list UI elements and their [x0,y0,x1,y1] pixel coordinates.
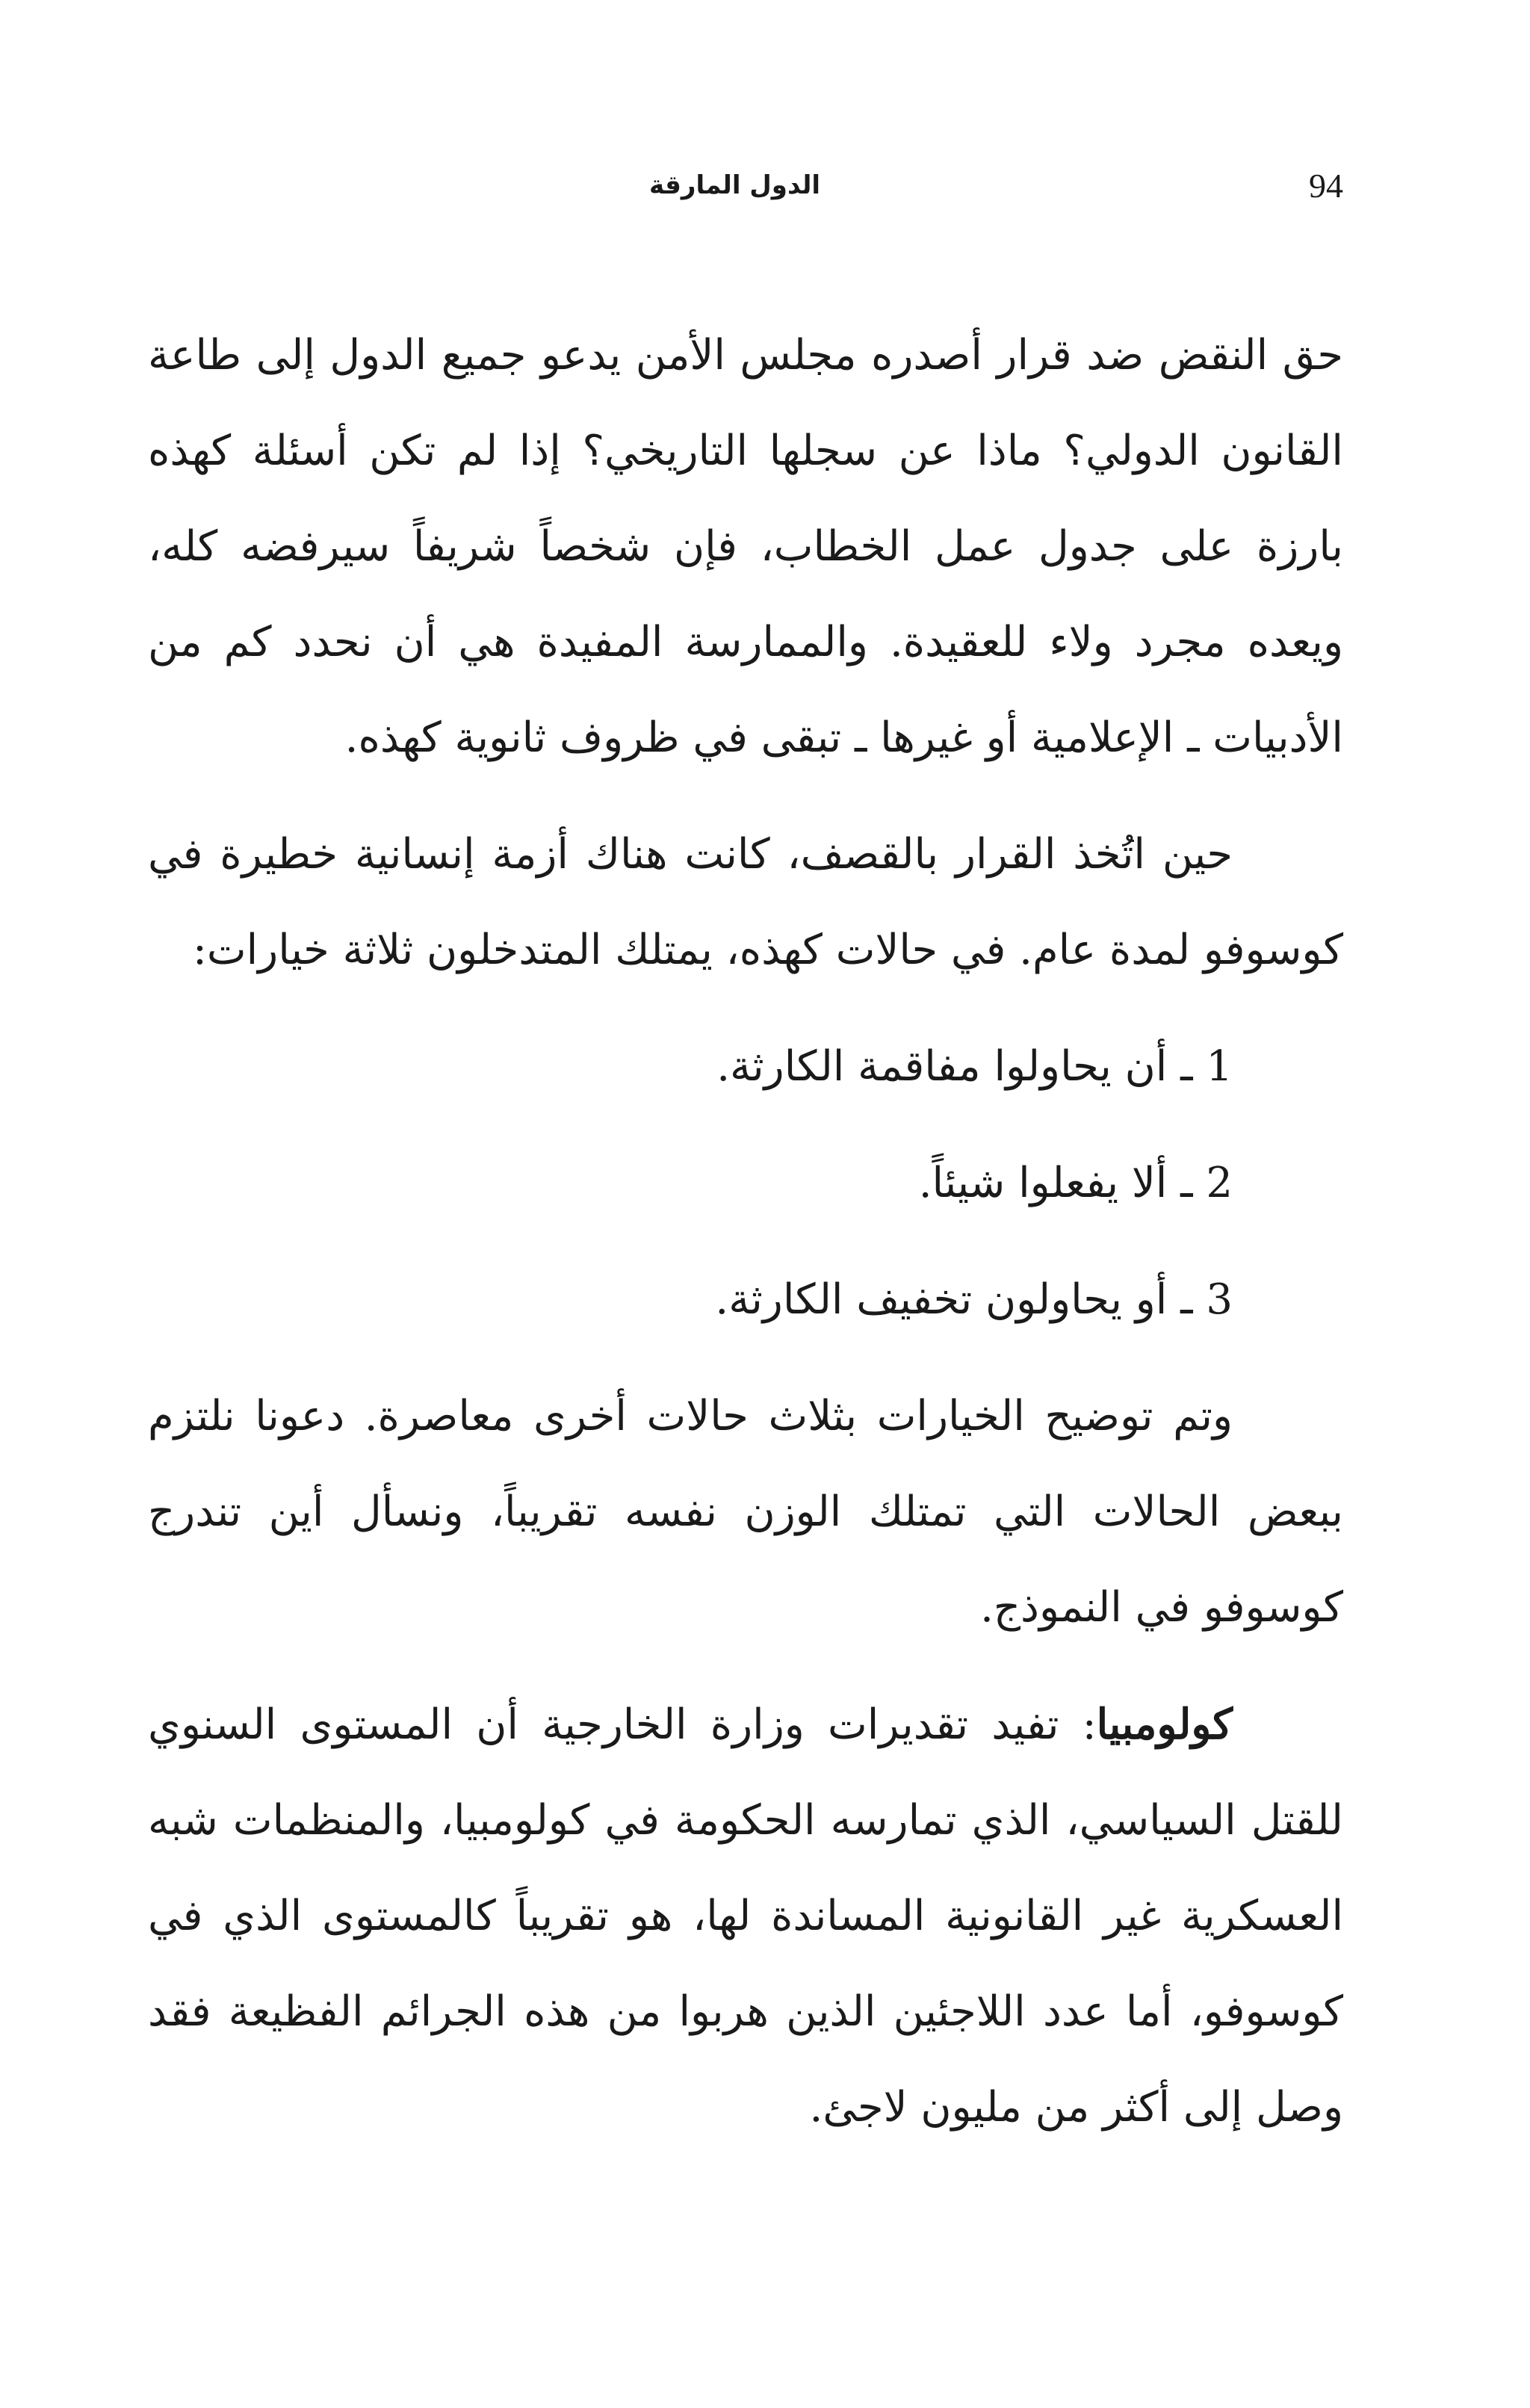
running-title: الدول المارقة [649,170,820,200]
body-text [148,308,1343,2155]
page-header [148,166,1343,218]
paragraph-3: وتم توضيح الخيارات بثلاث حالات أخرى معاصرة. دعونا نلتزم ببعض الحالات التي تمتلك الوزن نفسه تقريباً، ونسأل أين تندرج كوسوفو في النموذج. [148,1392,1343,1632]
paragraph-spacer [148,1348,1343,1369]
paragraph-1: حق النقض ضد قرار أصدره مجلس الأمن يدعو جميع الدول إلى طاعة القانون الدولي؟ ماذا عن سجلها التاريخي؟ إذا لم تكن أسئلة كهذه بارزة على جدول عمل الخطاب، فإن شخصاً شريفاً سيرفضه كله، ويعده مجرد ولاء للعقيدة. والممارسة المفيدة هي أن نحدد كم من الأدبيات ـ الإعلامية أو غيرها ـ تبقى في ظروف ثانوية كهذه. [148,331,1343,762]
list-item-2: 2 ـ ألا يفعلوا شيئاً. [918,1159,1233,1207]
paragraph-spacer [148,998,1343,1019]
page-number: 94 [1309,167,1343,205]
paragraph-spacer [148,786,1343,807]
list-item-1: 1 ـ أن يحاولوا مفاقمة الكارثة. [716,1042,1233,1091]
paragraph-4-text: : تفيد تقديرات وزارة الخارجية أن المستوى السنوي للقتل السياسي، الذي تمارسه الحكومة في كولومبيا، والمنظمات شبه العسكرية غير القانونية المساندة لها، هو تقريباً كالمستوى الذي في كوسوفو، أما عدد اللاجئين الذين هربوا من هذه الجرائم الفظيعة فقد وصل إلى أكثر من مليون لاجئ. [148,1700,1344,2132]
paragraph-2: حين اتُخذ القرار بالقصف، كانت هناك أزمة إنسانية خطيرة في كوسوفو لمدة عام. في حالات كهذه، يمتلك المتدخلون ثلاثة خيارات: [148,830,1343,974]
paragraph-spacer [148,1231,1343,1252]
paragraph-4 [148,1677,1343,2155]
list-item-3: 3 ـ أو يحاولون تخفيف الكارثة. [715,1275,1233,1324]
paragraph-4-lead: كولومبيا [1096,1700,1233,1749]
paragraph-spacer [148,1656,1343,1677]
paragraph-spacer [148,1115,1343,1136]
